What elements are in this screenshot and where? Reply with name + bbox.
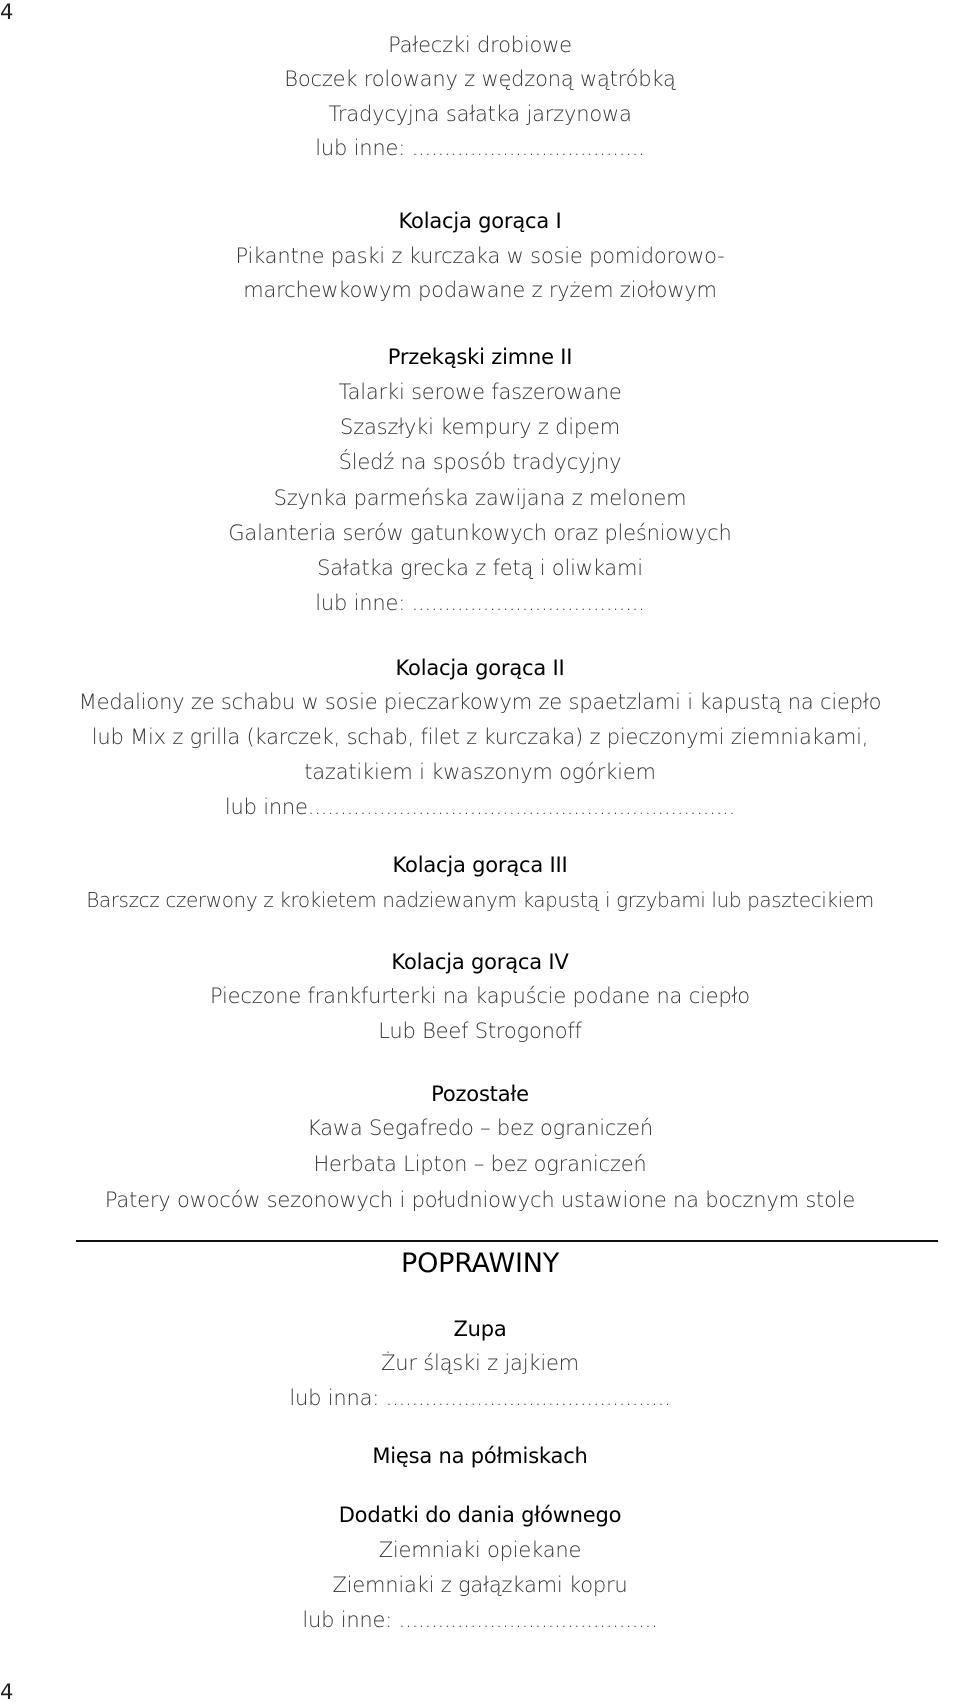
menu-item: lub Mix z grilla (karczek, schab, filet z kurczaka) z pieczonymi ziemniakami, [91,725,869,749]
menu-item: tazatikiem i kwaszonym ogórkiem [304,760,656,784]
menu-item: Barszcz czerwony z krokietem nadziewanym kapustą i grzybami lub pasztecikiem [86,888,874,912]
section-heading-kolacja-3: Kolacja gorąca III [392,853,568,877]
menu-item: Szaszłyki kempury z dipem [340,415,620,439]
menu-item: Kawa Segafredo – bez ograniczeń [307,1116,653,1140]
menu-item: Żur śląski z jajkiem [381,1351,579,1375]
section-heading-przekaski-2: Przekąski zimne II [387,345,573,369]
menu-item: Pikantne paski z kurczaka w sosie pomidorowo- [235,244,725,268]
menu-item: Pieczone frankfurterki na kapuście podane na ciepło [210,984,750,1008]
alternative-line: lub inne.................................................................. [224,795,736,819]
menu-item: Boczek rolowany z wędzoną wątróbką [284,67,676,91]
menu-item: Galanteria serów gatunkowych oraz pleśniowych [228,521,732,545]
menu-item: Śledź na sposób tradycyjny [338,450,622,474]
menu-item: Sałatka grecka z fetą i oliwkami [317,556,643,580]
section-heading-kolacja-4: Kolacja gorąca IV [391,950,569,974]
section-heading-zupa: Zupa [453,1317,507,1341]
alternative-line: lub inna: ............................................ [289,1386,671,1410]
menu-item: Medaliony ze schabu w sosie pieczarkowym ze spaetzlami i kapustą na ciepło [78,690,882,714]
section-heading-dodatki: Dodatki do dania głównego [338,1503,622,1527]
alternative-line: lub inne: .................................... [315,591,645,615]
page-number-top: 4 [0,0,14,24]
menu-item: Lub Beef Strogonoff [378,1019,582,1043]
menu-item: Ziemniaki opiekane [378,1538,582,1562]
alternative-line: lub inne: .................................... [315,136,645,160]
page-number-bottom: 4 [0,1680,14,1704]
menu-item: marchewkowym podawane z ryżem ziołowym [243,278,717,302]
section-heading-poprawiny: POPRAWINY [400,1248,560,1279]
menu-item: Talarki serowe faszerowane [338,380,622,404]
menu-item: Herbata Lipton – bez ograniczeń [313,1152,647,1176]
menu-item: Szynka parmeńska zawijana z melonem [273,486,687,510]
section-divider [76,1240,938,1242]
menu-item: Pałeczki drobiowe [388,33,572,57]
section-heading-miesa: Mięsa na półmiskach [372,1444,588,1468]
menu-item: Patery owoców sezonowych i południowych ustawione na bocznym stole [104,1188,856,1212]
menu-item: Tradycyjna sałatka jarzynowa [328,102,632,126]
menu-item: Ziemniaki z gałązkami kopru [332,1573,628,1597]
alternative-line: lub inne: ........................................ [302,1608,658,1632]
section-heading-kolacja-1: Kolacja gorąca I [398,209,562,233]
section-heading-kolacja-2: Kolacja gorąca II [395,656,565,680]
section-heading-pozostale: Pozostałe [431,1082,529,1106]
